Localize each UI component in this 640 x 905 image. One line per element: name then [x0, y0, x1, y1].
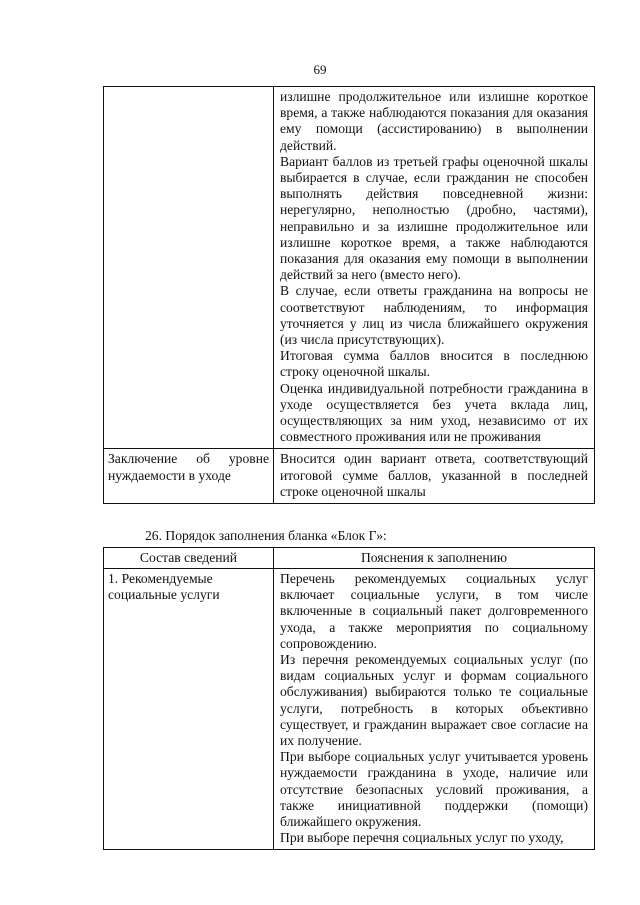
table-header-row — [104, 548, 595, 569]
table-cell-explanation — [274, 87, 595, 449]
paragraph: Вариант баллов из третьей графы оценочной шкалы выбирается в случае, если гражданин не способен выполнять действия повседневной жизни: нерегулярно, неполностью (дробно, частями), неправильно и за излишне продолжительное или излишне короткое время, а также наблюдаются показания для оказания ему помощи в выполнении действий за него (вместо него). — [280, 153, 588, 283]
table-row — [104, 87, 595, 449]
page-number: 69 — [313, 62, 327, 77]
table-cell-explanation: Вносится один вариант ответа, соответствующий итоговой сумме баллов, указанной в последней строке оценочной шкалы — [274, 449, 595, 504]
paragraph: Перечень рекомендуемых социальных услуг включает социальные услуги, в том числе включенные в социальный пакет долговременного ухода, а также мероприятия по социальному сопровождению. — [280, 571, 588, 651]
paragraph: В случае, если ответы гражданина на вопросы не соответствуют наблюдениям, то информация уточняется у лиц из числа ближайшего окружения (из числа присутствующих). — [280, 283, 588, 348]
table-row — [104, 569, 595, 850]
table-row — [104, 449, 595, 504]
assessment-instructions-table — [103, 86, 595, 504]
paragraph: Из перечня рекомендуемых социальных услуг (по видам социальных услуг и формам социального обслуживания) выбираются только те социальные услуги, потребность в которых объективно существует, и гражданин выражает свое согласие на их получение. — [280, 652, 588, 749]
paragraph: Итоговая сумма баллов вносится в последнюю строку оценочной шкалы. — [280, 348, 588, 380]
column-header: Пояснения к заполнению — [274, 548, 595, 569]
block-g-instructions-table — [103, 547, 595, 850]
table-cell-explanation — [274, 569, 595, 850]
paragraph: Оценка индивидуальной потребности гражданина в уходе осуществляется без учета вклада лиц, осуществляющих за ним уход, независимо от их совместного проживания или не проживания — [280, 380, 588, 445]
paragraph: излишне продолжительное или излишне короткое время, а также наблюдаются показания для оказания ему помощи (ассистированию) в выполнении действий. — [280, 89, 588, 153]
table-cell-label: Заключение об уровне нуждаемости в уходе — [104, 449, 274, 504]
section-caption: 26. Порядок заполнения бланка «Блок Г»: — [145, 528, 387, 543]
paragraph: При выборе перечня социальных услуг по уходу, — [280, 830, 564, 846]
table-cell-label — [104, 87, 274, 449]
paragraph: При выборе социальных услуг учитывается уровень нуждаемости гражданина в уходе, наличие или отсутствие безопасных условий проживания, а также инициативной поддержки (помощи) ближайшего окружения. — [280, 749, 588, 830]
column-header: Состав сведений — [104, 548, 274, 569]
table-cell-label: 1. Рекомендуемые социальные услуги — [104, 569, 274, 850]
